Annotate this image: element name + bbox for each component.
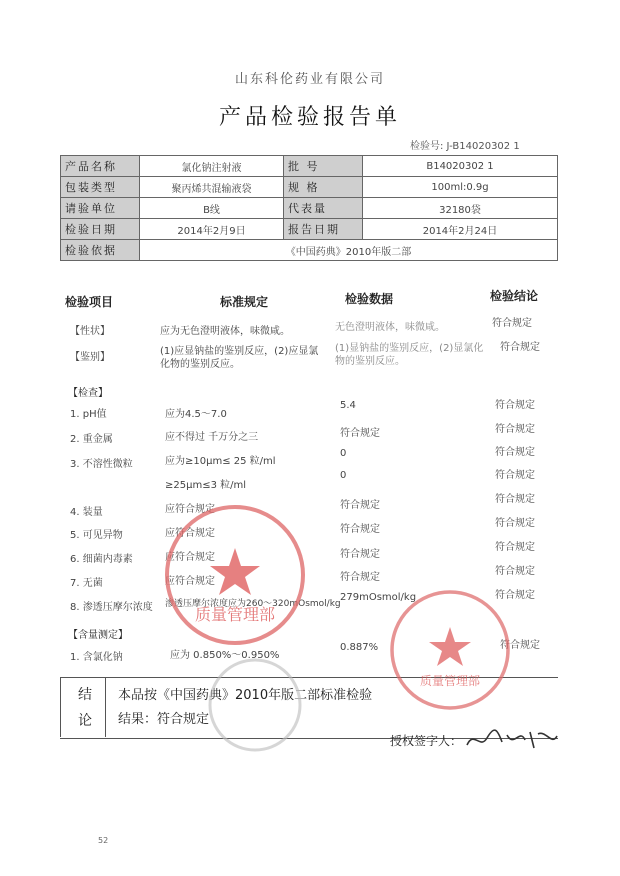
row-item: 4. 装量 [70,507,103,518]
report-date-value: 2014年2月24日 [363,219,558,240]
row-data: 符合规定 [340,572,380,583]
row-standard: (1)应显钠盐的鉴别反应，(2)应显氯化物的鉴别反应。 [160,346,319,370]
conclusion-label-1: 结 [78,687,92,703]
section-inspection: 【检查】 [68,388,108,399]
row-item: 1. 含氯化钠 [70,652,123,663]
product-name-label: 产品名称 [61,156,140,177]
row-data: 符合规定 [340,500,380,511]
row-item: 5. 可见异物 [70,530,123,541]
stamp-seal-2 [385,585,515,715]
row-data: (1)显钠盐的鉴别反应，(2)显氯化物的鉴别反应。 [335,343,484,367]
stamp-1-text: 质量管理部 [194,605,276,624]
row-data: 5.4 [340,400,356,411]
row-item: 7. 无菌 [70,578,103,589]
report-number: 检验号: J-B14020302 1 [410,141,520,152]
row-standard: 应符合规定 [165,552,215,563]
row-standard: 应符合规定 [165,528,215,539]
page-title: 产品检验报告单 [218,105,401,130]
row-conclusion: 符合规定 [495,447,535,458]
col-item-header: 检验项目 [65,295,114,309]
signature-label: 授权签字人： [390,734,463,748]
row-data: 符合规定 [340,524,380,535]
row-item: 8. 渗透压摩尔浓度 [70,602,153,613]
row-conclusion: 符合规定 [495,566,535,577]
row-standard: 应不得过 千万分之三 [165,432,259,443]
batch-value: B14020302 1 [363,156,558,177]
row-conclusion: 符合规定 [495,494,535,505]
qty-value: 32180袋 [363,198,558,219]
row-conclusion: 符合规定 [495,400,535,411]
spec-value: 100ml:0.9g [363,177,558,198]
report-date-label: 报告日期 [284,219,363,240]
row-conclusion: 符合规定 [500,640,540,651]
package-value: 聚丙烯共混输液袋 [140,177,284,198]
dept-value: B线 [140,198,284,219]
spec-label: 规 格 [284,177,363,198]
row-conclusion: 符合规定 [495,470,535,481]
header-table [60,155,558,261]
row-data: 0 [340,470,347,481]
row-conclusion: 符合规定 [495,424,535,435]
conclusion-line-2: 结果：符合规定 [118,712,210,727]
col-standard-header: 标准规定 [220,295,269,309]
row-item: 1. pH值 [70,409,107,420]
row-conclusion: 符合规定 [500,342,540,353]
row-standard: 渗透压摩尔浓度应为260～320mOsmol/kg [165,599,341,609]
row-item: 3. 不溶性微粒 [70,459,133,470]
basis-value: 《中国药典》2010年版二部 [140,240,558,261]
qty-label: 代表量 [284,198,363,219]
row-item: 【性状】 [70,326,110,337]
row-conclusion: 符合规定 [495,542,535,553]
row-conclusion: 符合规定 [495,518,535,529]
row-standard: 应为≥10μm≤ 25 粒/ml [165,456,276,467]
row-item: 6. 细菌内毒素 [70,554,133,565]
stamp-2-text: 质量管理部 [419,674,481,688]
stamp-seal-faint [205,650,305,760]
stamp-seal-1 [160,500,310,650]
company-name: 山东科伦药业有限公司 [234,72,385,87]
row-data: 符合规定 [340,549,380,560]
basis-label: 检验依据 [61,240,140,261]
conclusion-label-2: 论 [78,713,92,729]
row-data: 无色澄明液体，味微咸。 [335,322,445,333]
row-standard: ≥25μm≤3 粒/ml [165,480,247,491]
product-name-value: 氯化钠注射液 [140,156,284,177]
row-conclusion: 符合规定 [492,318,532,329]
signature-image [462,720,562,755]
batch-label: 批 号 [284,156,363,177]
row-standard: 应为无色澄明液体，味微咸。 [160,326,290,337]
conclusion-line-1: 本品按《中国药典》2010年版二部标准检验 [118,688,373,703]
row-standard: 应为4.5～7.0 [165,409,227,420]
package-label: 包装类型 [61,177,140,198]
row-data: 0.887% [340,642,379,653]
row-standard: 应为 0.850%～0.950% [170,650,280,661]
row-data: 符合规定 [340,428,380,439]
row-item: 2. 重金属 [70,434,113,445]
row-standard: 应符合规定 [165,504,215,515]
col-conclusion-header: 检验结论 [490,289,539,303]
date-value: 2014年2月9日 [140,219,284,240]
date-label: 检验日期 [61,219,140,240]
row-standard: 应符合规定 [165,576,215,587]
row-data: 0 [340,448,347,459]
col-data-header: 检验数据 [345,292,394,306]
row-item: 【鉴别】 [70,352,110,363]
page-mark: 52 [98,836,109,845]
row-data: 279mOsmol/kg [340,592,417,603]
row-conclusion: 符合规定 [495,590,535,601]
dept-label: 请验单位 [61,198,140,219]
section-assay: 【含量测定】 [68,630,128,641]
